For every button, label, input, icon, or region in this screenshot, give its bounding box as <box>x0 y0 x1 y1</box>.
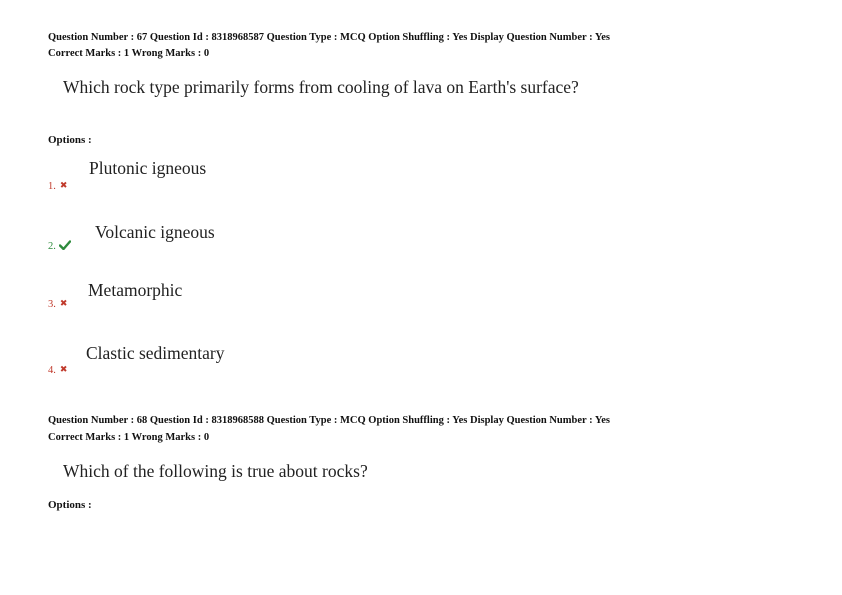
option-1-label: 1. <box>48 181 56 192</box>
question-67-meta: Question Number : 67 Question Id : 8318968587 Question Type : MCQ Option Shuffling : Yes Display Question Number : Yes <box>48 32 611 43</box>
option-2-label: 2. <box>48 241 56 252</box>
cross-icon: ✖ <box>59 364 68 374</box>
option-3-label: 3. <box>48 299 56 310</box>
option-4-text: Clastic sedimentary <box>86 343 225 363</box>
question-67-text: Which rock type primarily forms from cooling of lava on Earth's surface? <box>63 77 579 97</box>
option-2-number <box>48 240 71 252</box>
question-67-options-label: Options : <box>48 134 92 146</box>
question-68-marks: Correct Marks : 1 Wrong Marks : 0 <box>48 432 210 443</box>
cross-icon: ✖ <box>59 180 68 190</box>
option-3-text: Metamorphic <box>88 280 183 300</box>
question-68-meta: Question Number : 68 Question Id : 8318968588 Question Type : MCQ Option Shuffling : Yes Display Question Number : Yes <box>48 415 611 426</box>
question-68-options-label: Options : <box>48 499 92 511</box>
option-3-number <box>48 298 67 310</box>
option-4-number <box>48 364 67 376</box>
check-icon <box>59 240 71 250</box>
option-2-text: Volcanic igneous <box>95 222 215 242</box>
option-4-label: 4. <box>48 365 56 376</box>
question-68-text: Which of the following is true about rocks? <box>63 461 368 481</box>
question-67-marks: Correct Marks : 1 Wrong Marks : 0 <box>48 48 210 59</box>
option-1-text: Plutonic igneous <box>89 158 207 178</box>
option-1-number <box>48 180 67 192</box>
cross-icon: ✖ <box>59 298 68 308</box>
